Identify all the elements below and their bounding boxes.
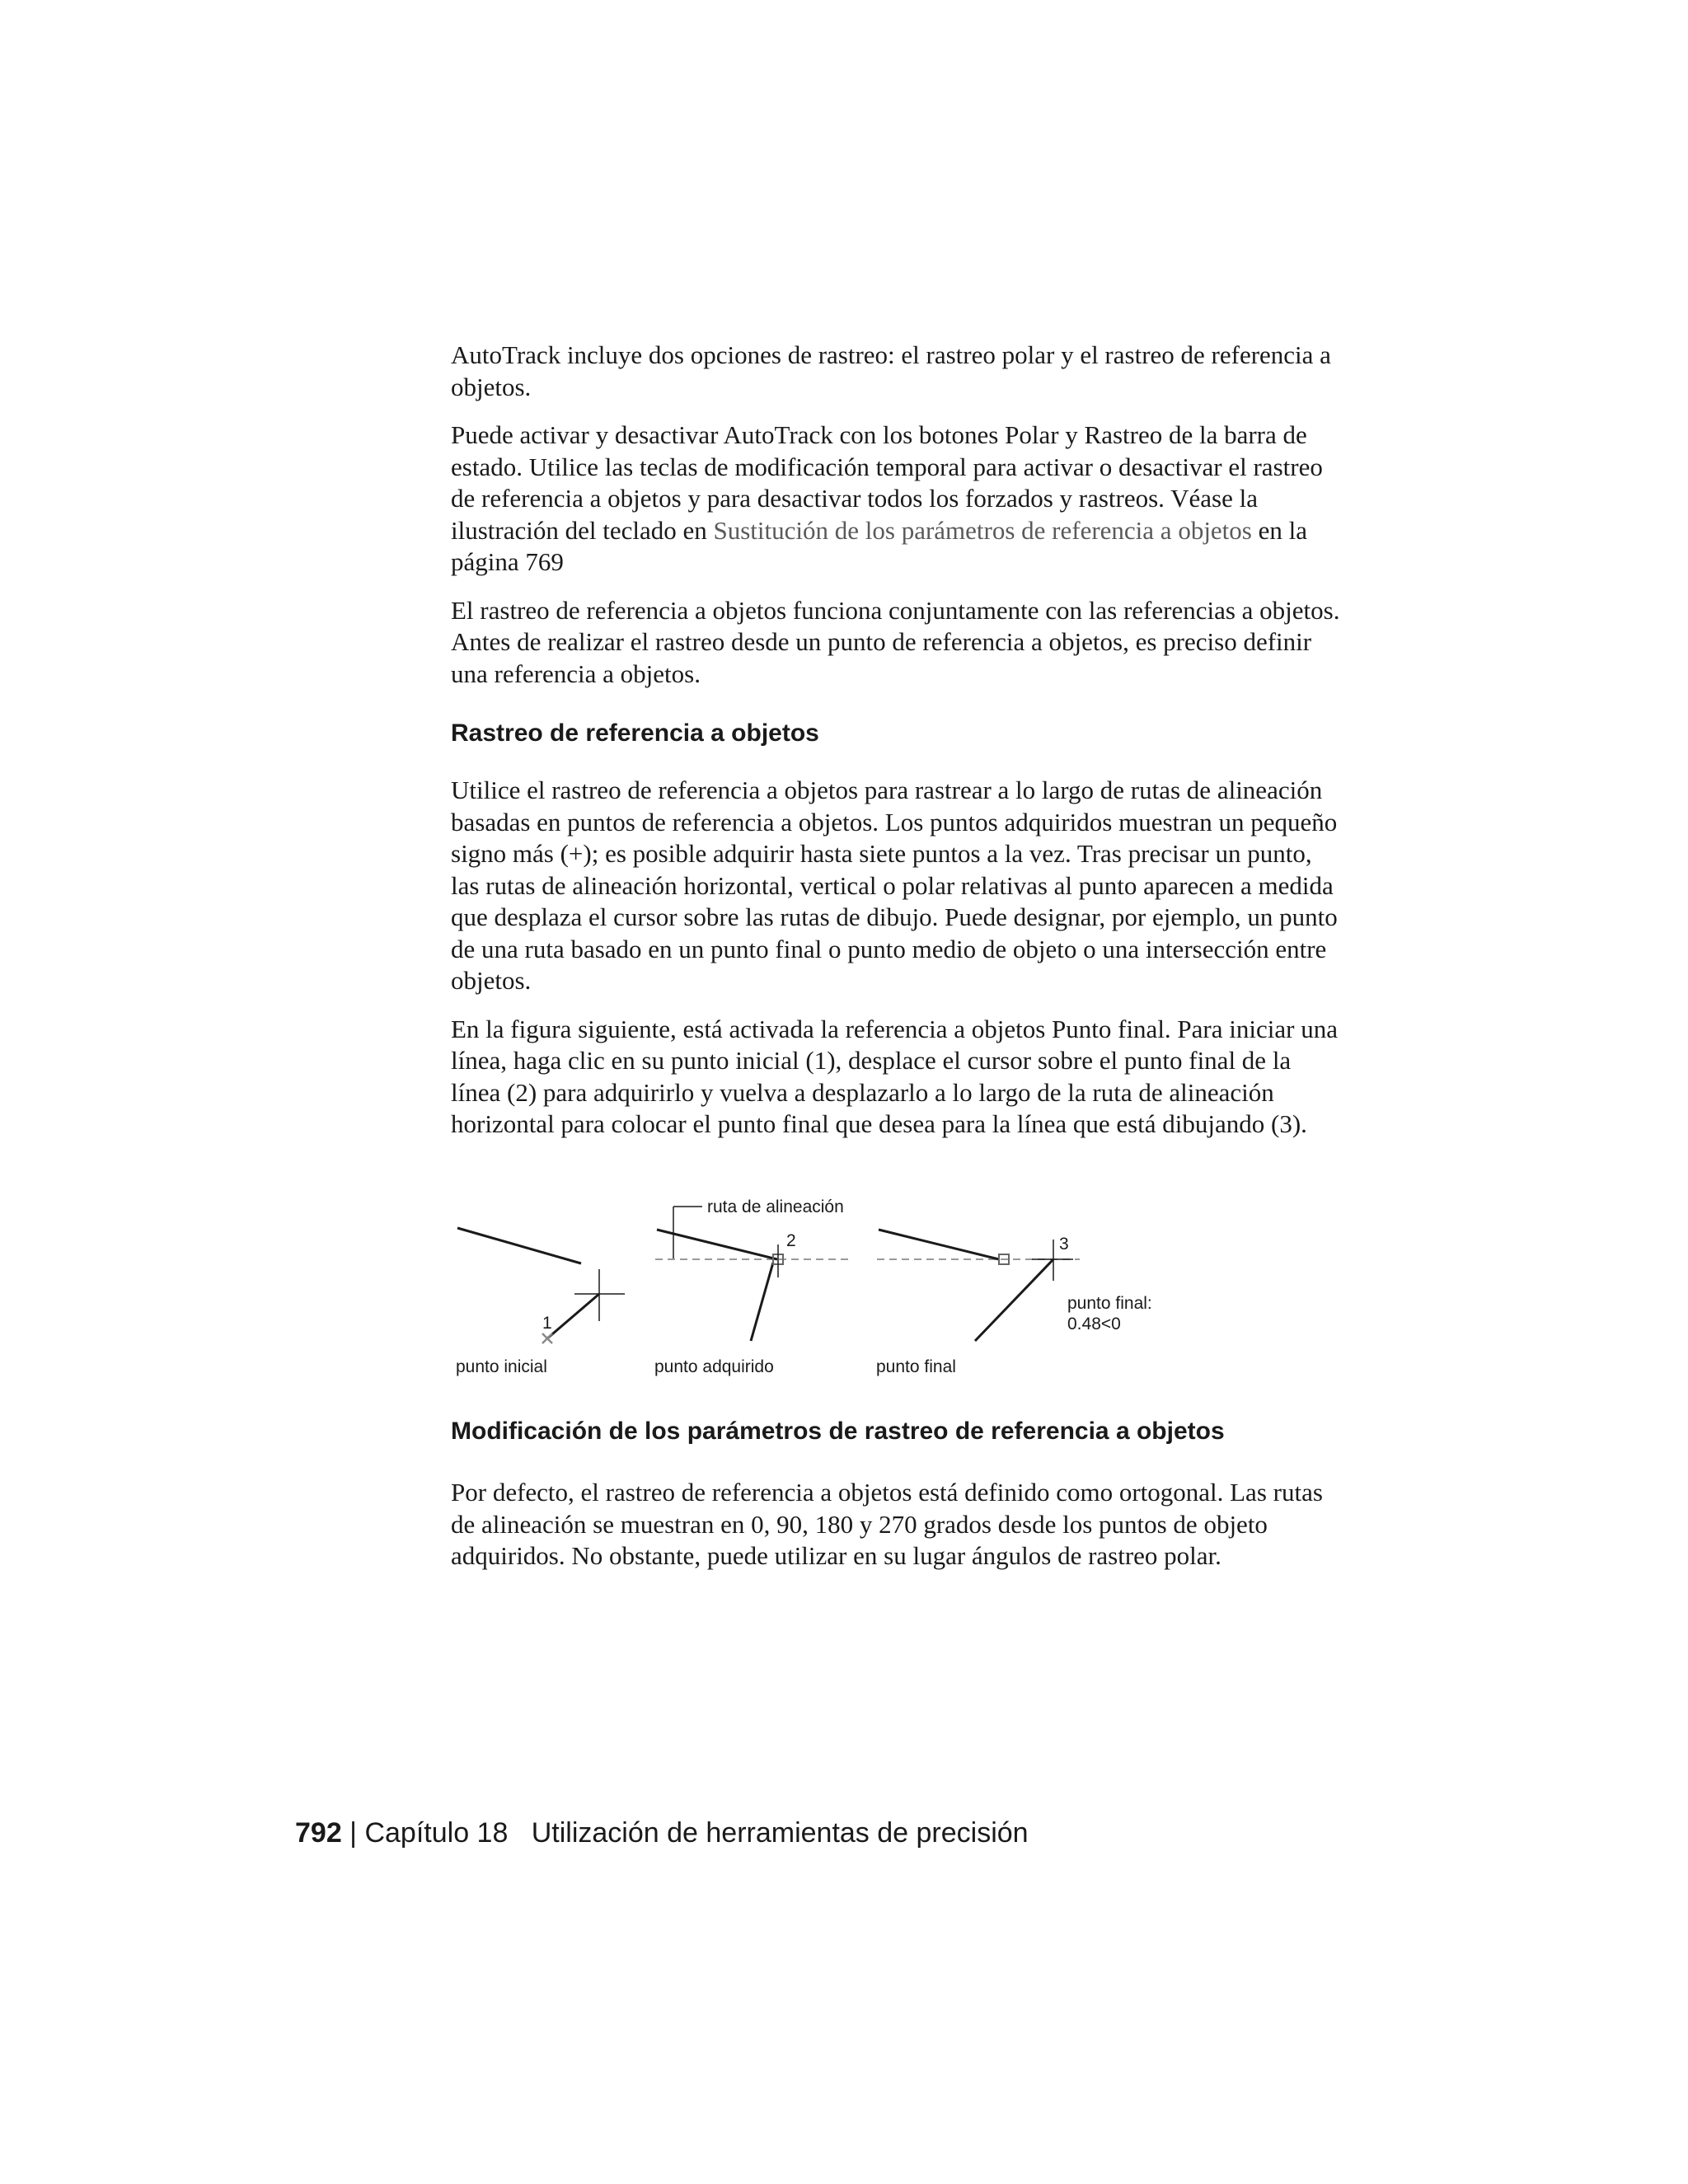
chapter-title: Utilización de herramientas de precisión (531, 1817, 1029, 1849)
label-number-2: 2 (786, 1231, 796, 1250)
label-start-point: punto inicial (456, 1357, 547, 1376)
existing-line (879, 1230, 999, 1259)
tracking-figure (445, 1187, 1203, 1385)
intro-block (451, 340, 1341, 706)
chapter-label: Capítulo 18 (364, 1817, 509, 1849)
section-1-paragraph-1: Utilice el rastreo de referencia a objetos para rastrear a lo largo de rutas de alineación basadas en puntos de referencia a objetos. Los puntos adquiridos muestran un pequeño signo más (+); es posible adquirir hasta siete puntos a la vez. Tras precisar un punto, las rutas de alineación horizontal, vertical o polar relativas al punto aparecen a medida que desplaza el cursor sobre las rutas de dibujo. Puede designar, por ejemplo, un punto de una ruta basado en un punto final o punto medio de objeto o una intersección entre objetos. (451, 776, 1338, 995)
label-final-point: punto final (876, 1357, 956, 1376)
section-1-paragraph-2: En la figura siguiente, está activada la referencia a objetos Punto final. Para iniciar una línea, haga clic en su punto inicial (1), desplace el cursor sobre el punto final de la línea (2) para adquirirlo y vuelva a desplazarlo a lo largo de la ruta de alineación horizontal para colocar el punto final que desea para la línea que está dibujando (3). (451, 1014, 1338, 1138)
figure-panel-acquired (654, 1197, 849, 1376)
section-heading-tracking-settings: Modificación de los parámetros de rastreo de referencia a objetos (451, 1418, 1225, 1445)
page-footer (295, 1817, 1029, 1849)
rubber-band-line (547, 1294, 599, 1338)
readout-line-1: punto final: (1067, 1294, 1152, 1313)
figure-panel-final (876, 1230, 1152, 1376)
figure-panel-start (456, 1228, 625, 1376)
section-heading-object-tracking: Rastreo de referencia a objetos (451, 719, 819, 747)
intro-paragraph-3: El rastreo de referencia a objetos funciona conjuntamente con las referencias a objetos. Antes de realizar el rastreo desde un punto de referencia a objetos, es preciso definir una referencia a objetos. (451, 595, 1340, 688)
rubber-band-line (975, 1259, 1053, 1341)
label-acquired-point: punto adquirido (654, 1357, 774, 1376)
section-2-paragraph-1: Por defecto, el rastreo de referencia a objetos está definido como ortogonal. Las rutas de alineación se muestran en 0, 90, 180 y 270 grados desde los puntos de objeto adquiridos. No obstante, puede utilizar en su lugar ángulos de rastreo polar. (451, 1478, 1323, 1570)
page-number: 792 (295, 1817, 342, 1849)
label-number-3: 3 (1059, 1235, 1069, 1254)
intro-paragraph-1: AutoTrack incluye dos opciones de rastreo: el rastreo polar y el rastreo de referencia a objetos. (451, 340, 1331, 401)
intro-paragraph-2-text: Puede activar y desactivar AutoTrack con los botones Polar y Rastreo de la barra de estado. Utilice las teclas de modificación temporal para activar o desactivar el rastreo de referencia a objetos y para desactivar todos los forzados y rastreos. Véase la ilustración del teclado en (451, 420, 1323, 545)
intro-paragraph-2-page-ref: en la página 769 (451, 515, 1308, 576)
rubber-band-line (751, 1263, 773, 1341)
section-2-body (451, 1477, 1341, 1589)
cross-reference-link[interactable]: Sustitución de los parámetros de referencia a objetos (713, 515, 1252, 545)
section-1-body (451, 775, 1341, 1141)
existing-line (657, 1230, 777, 1259)
existing-line (457, 1228, 581, 1263)
footer-separator: | (341, 1817, 365, 1849)
label-alignment-path: ruta de alineación (707, 1197, 844, 1216)
intro-paragraph-2 (451, 419, 1341, 579)
label-number-1: 1 (542, 1314, 552, 1333)
start-point-marker-icon (542, 1333, 552, 1343)
readout-line-2: 0.48<0 (1067, 1315, 1121, 1333)
